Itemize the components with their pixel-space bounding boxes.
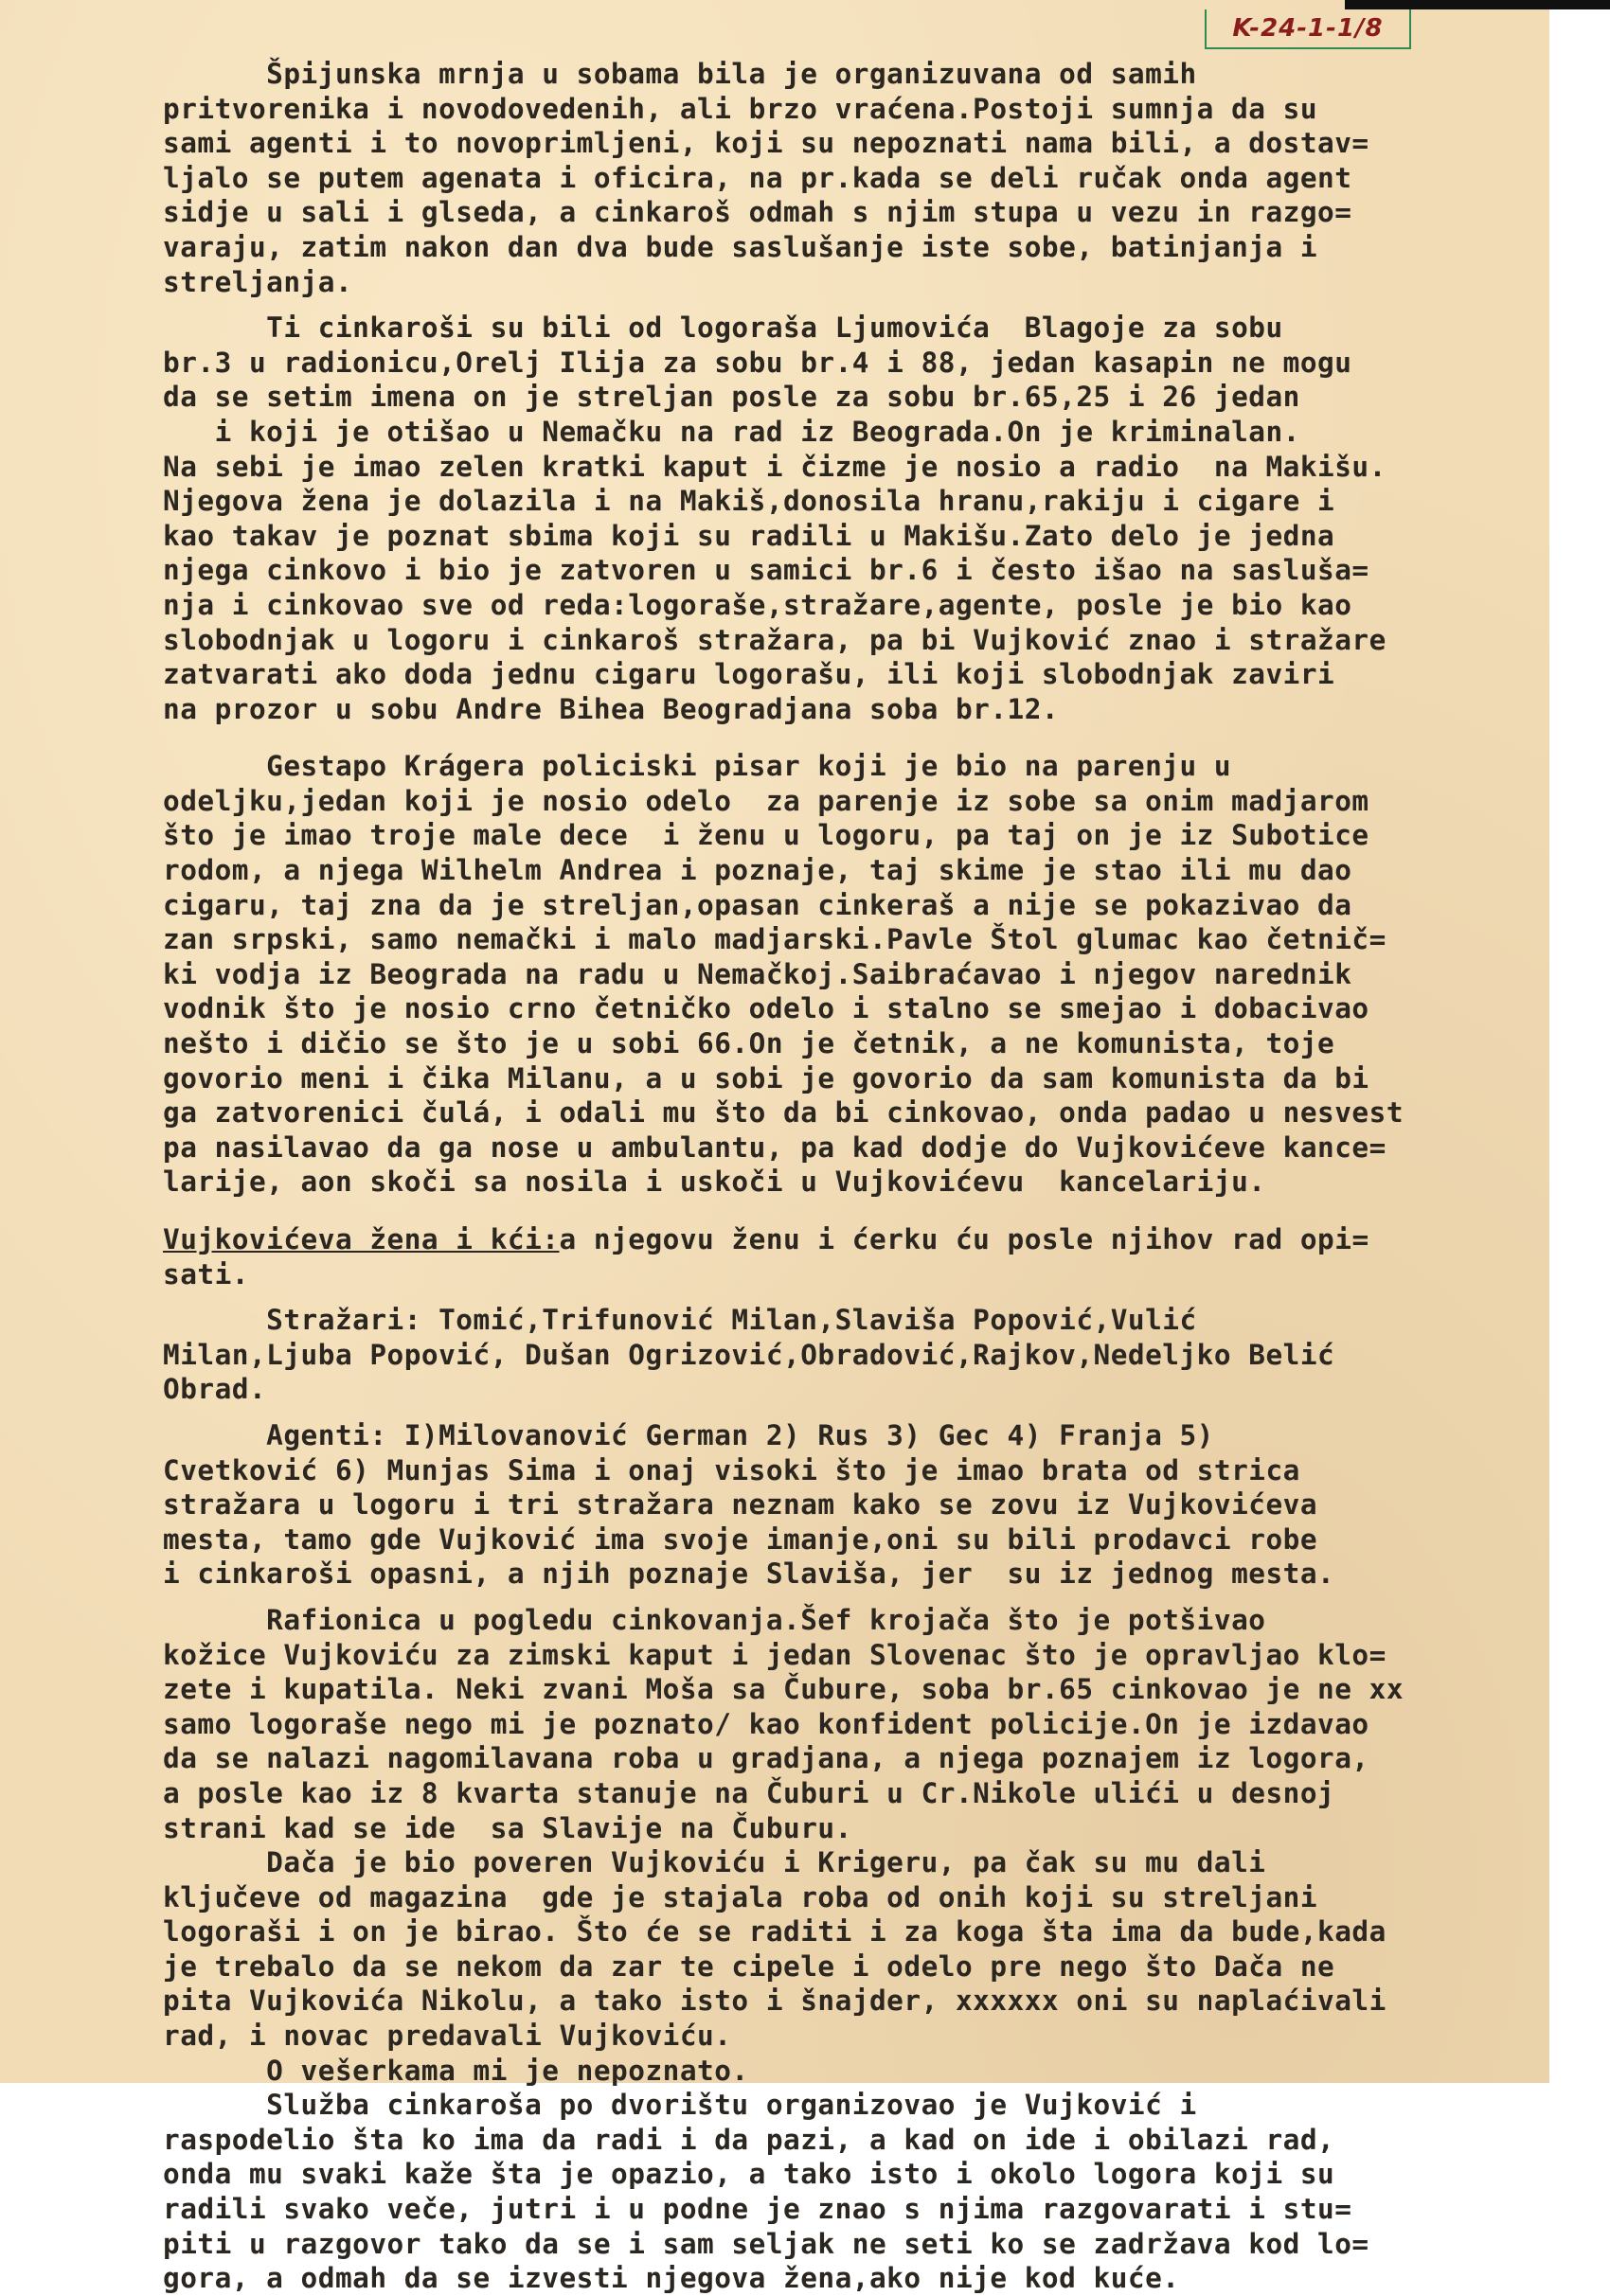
text-line: nja i cinkovao sve od reda:logoraše,stražare,agente, posle je bio kao (163, 588, 1352, 621)
text-line: sidje u sali i glseda, a cinkaroš odmah s njim stupa u vezu in razgo= (163, 196, 1352, 229)
text-line: pa nasilavao da ga nose u ambulantu, pa kad dodje do Vujkovićeve kance= (163, 1130, 1386, 1164)
heading-continuation: a njegovu ženu i ćerku ću posle njihov rad opi= (559, 1223, 1369, 1255)
text-line: govorio meni i čika Milanu, a u sobi je govorio da sam komunista da bi (163, 1061, 1369, 1095)
text-line: samo logoraše nego mi je poznato/ kao konfident policije.On je izdavao (163, 1707, 1369, 1740)
paragraph-daca (163, 1845, 1546, 2054)
text-line: Gestapo Krágera policiski pisar koji je bio na parenju u (163, 750, 1232, 783)
text-line: Milan,Ljuba Popović, Dušan Ogrizović,Obradović,Rajkov,Nedeljko Belić (163, 1338, 1335, 1371)
text-line: piti u razgovor tako da se i sam seljak ne seti ko se zadržava kod lo= (163, 2227, 1369, 2260)
text-line: i cinkaroši opasni, a njih poznaje Slaviša, jer su iz jednog mesta. (163, 1557, 1335, 1591)
spacer (163, 1407, 1546, 1418)
paragraph-agents (163, 1418, 1546, 1592)
paragraph-refinery (163, 1603, 1546, 1845)
paragraph-informers (163, 311, 1546, 726)
text-line: larije, aon skoči sa nosila i uskoči u Vujkovićevu kancelariju. (163, 1166, 1266, 1199)
text-line: što je imao troje male dece i ženu u logoru, pa taj on je iz Subotice (163, 819, 1369, 852)
text-line (163, 1222, 1546, 1257)
text-line: Špijunska mrnja u sobama bila je organizuvana od samih (163, 58, 1197, 90)
text-line: da se nalazi nagomilavana roba u gradjana, a njega poznajem iz logora, (163, 1742, 1369, 1775)
archive-stamp: K-24-1-1/8 (1205, 9, 1411, 49)
text-line: zan srpski, samo nemački i malo madjarski.Pavle Štol glumac kao četnič= (163, 923, 1386, 956)
text-line: stražara u logoru i tri stražara neznam kako se zovu iz Vujkovićeva (163, 1488, 1318, 1522)
paragraph-espionage (163, 57, 1546, 299)
text-line: Agenti: I)Milovanović German 2) Rus 3) Gec 4) Franja 5) (163, 1418, 1214, 1451)
text-line: varaju, zatim nakon dan dva bude saslušanje iste sobe, batinjanja i (163, 230, 1318, 263)
text-line: da se setim imena on je streljan posle za sobu br.65,25 i 26 jedan (163, 381, 1300, 414)
text-line: je trebalo da se nekom da zar te cipele i odelo pre nego što Dača ne (163, 1949, 1335, 1983)
text-line: pritvorenika i novodovedenih, ali brzo vraćena.Postoji sumnja da su (163, 92, 1318, 125)
text-line: Cvetković 6) Munjas Sima i onaj visoki što je imao brata od strica (163, 1453, 1300, 1486)
text-line: logoraši i on je birao. Što će se raditi i za koga šta ima da bude,kada (163, 1915, 1386, 1949)
text-line: Dača je bio poveren Vujkoviću i Krigeru, pa čak su mu dali (163, 1846, 1266, 1879)
text-line: gora, a odmah da se izvesti njegova žena,ako nije kod kuće. (163, 2262, 1180, 2295)
text-line: njega cinkovo i bio je zatvoren u samici br.6 i često išao na saslušа= (163, 554, 1369, 587)
text-line: raspodelio šta ko ima da radi i da pazi, a kad on ide i obilazi rad, (163, 2123, 1335, 2156)
text-line: ga zatvorenici čulá, i odali mu što da bi cinkovao, onda padao u nesvest (163, 1096, 1404, 1130)
text-line: Rafionica u pogledu cinkovanja.Šef krojača što je potšivao (163, 1603, 1266, 1636)
text-line: rad, i novac predavali Vujkoviću. (163, 2020, 732, 2053)
text-line: ključeve od magazina gde je stajala roba od onih koji su streljani (163, 1880, 1318, 1913)
text-line: vodnik što je nosio crno četničko odelo i stalno se smejao i dobacivao (163, 992, 1369, 1025)
text-line: Stražari: Tomić,Trifunović Milan,Slaviša Popović,Vulić (163, 1304, 1197, 1337)
scan-border (1345, 0, 1610, 9)
paragraph-yard-service (163, 2088, 1546, 2296)
text-line: Obrad. (163, 1373, 267, 1406)
spacer (163, 1200, 1546, 1222)
scan-margin (1549, 9, 1610, 2083)
text-line: pita Vujkovića Nikolu, a tako isto i šnajder, xxxxxx oni su naplaćivali (163, 1985, 1386, 2018)
text-line: kao takav je poznat sbima koji su radili u Makišu.Zato delo je jedna (163, 519, 1335, 552)
spacer (163, 726, 1546, 749)
text-line: cigaru, taj zna da je streljan,opasan cinkeraš a nije se pokazivao da (163, 888, 1352, 921)
text-line: strani kad se ide sa Slavije na Čuburu. (163, 1811, 852, 1844)
typewritten-body (163, 57, 1546, 2296)
text-line: sati. (163, 1257, 249, 1290)
spacer (163, 1291, 1546, 1303)
text-line: onda mu svaki kaže šta je opazio, a tako isto i okolo logora koji su (163, 2158, 1335, 2191)
text-line: mesta, tamo gde Vujković ima svoje imanje,oni su bili prodavci robe (163, 1522, 1318, 1556)
section-heading: Vujkovićeva žena i kći: (163, 1223, 560, 1255)
text-line: a posle kao iz 8 kvarta stanuje na Čuburi u Cr.Nikole ulići u desnoj (163, 1776, 1335, 1809)
text-line: i koji je otišao u Nemačku na rad iz Beograda.On je kriminalan. (163, 415, 1300, 448)
paragraph-guards (163, 1303, 1546, 1407)
text-line: Služba cinkaroša po dvorištu organizovao je Vujković i (163, 2089, 1197, 2122)
text-line: br.3 u radionicu,Orelj Ilija za sobu br.4 i 88, jedan kasapin ne mogu (163, 346, 1352, 379)
paragraph-gestapo (163, 749, 1546, 1200)
paragraph-wife-daughter (163, 1222, 1546, 1291)
text-line: Njegova žena je dolazila i na Makiš,donosila hranu,rakiju i cigare i (163, 485, 1335, 518)
spacer (163, 1592, 1546, 1603)
text-line: sami agenti i to novoprimljeni, koji su nepoznati nama bili, a dostav= (163, 127, 1369, 160)
spacer (163, 299, 1546, 311)
text-line: ki vodja iz Beograda na radu u Nemačkoj.Saibraćavao i njegov narednik (163, 957, 1352, 990)
text-line: odeljku,jedan koji je nosio odelo za parenje iz sobe sa onim madjarom (163, 784, 1369, 817)
text-line: radili svako veče, jutri i u podne je znao s njima razgovarati i stu= (163, 2193, 1352, 2226)
text-line: zatvarati ako doda jednu cigaru logorašu, ili koji slobodnjak zaviri (163, 658, 1335, 691)
text-line: Ti cinkaroši su bili od logoraša Ljumovića Blagoje za sobu (163, 311, 1283, 345)
text-line: ljalo se putem agenata i oficira, na pr.kada se deli ručak onda agent (163, 161, 1352, 194)
text-line: streljanja. (163, 265, 353, 298)
text-line: kožice Vujkoviću za zimski kaput i jedan Slovenac što je opravljao klo= (163, 1638, 1386, 1671)
text-line: zete i kupatila. Neki zvani Moša sa Čubure, soba br.65 cinkovao je ne xx (163, 1673, 1404, 1706)
text-line: nešto i dičio se što je u sobi 66.On je četnik, a ne komunista, toje (163, 1027, 1335, 1060)
text-line: O vešerkama mi je nepoznato. (163, 2054, 749, 2087)
text-line: Na sebi je imao zelen kratki kaput i čizme je nosio a radio na Makišu. (163, 450, 1386, 483)
text-line: rodom, a njega Wilhelm Andrea i poznaje, taj skime je stao ili mu dao (163, 854, 1352, 887)
text-line: slobodnjak u logoru i cinkaroš stražara, pa bi Vujković znao i stražare (163, 623, 1386, 656)
text-line: na prozor u sobu Andre Bihea Beogradjana soba br.12. (163, 692, 1060, 725)
